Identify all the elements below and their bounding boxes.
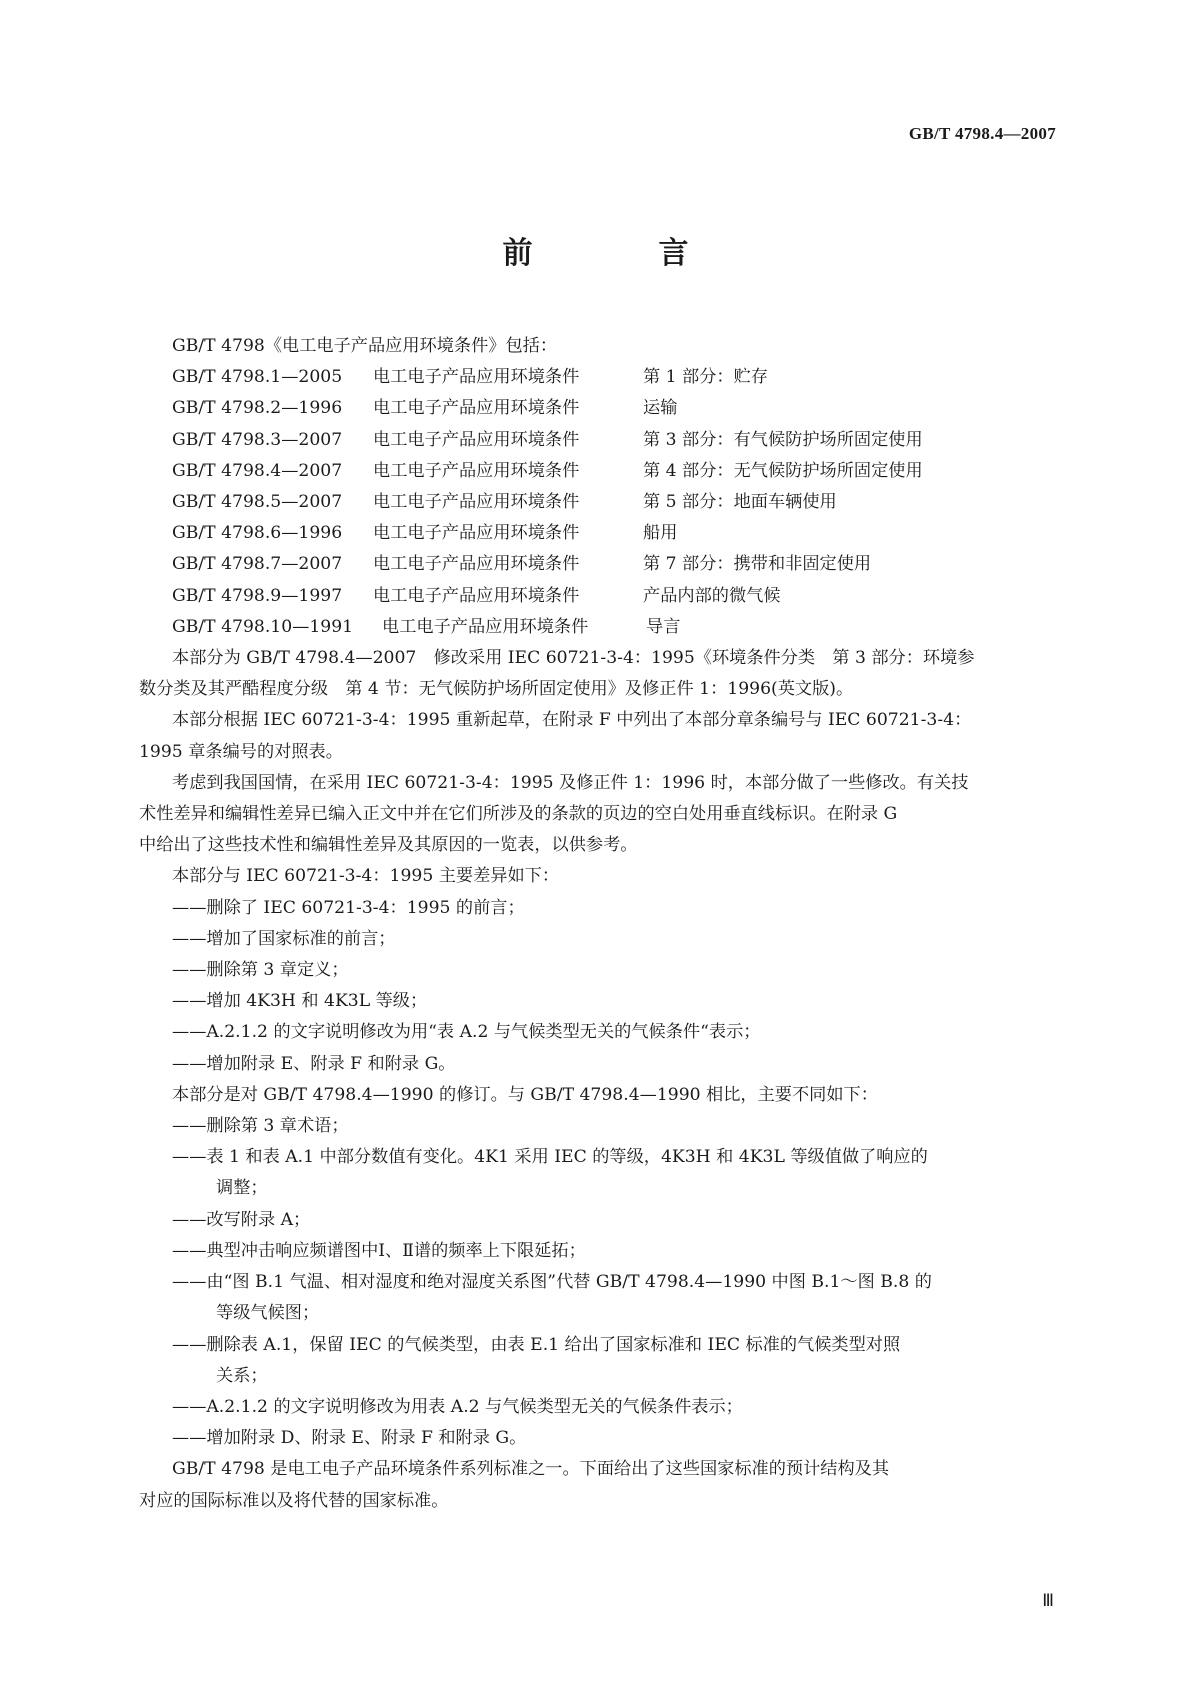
list-item: ——删除第 3 章定义； (172, 960, 349, 981)
standard-name: 电工电子产品应用环境条件 (373, 398, 580, 419)
standard-name: 电工电子产品应用环境条件 (373, 367, 580, 388)
foreword-body (139, 331, 1056, 1517)
standard-part: 导言 (646, 616, 681, 637)
standard-code: GB/T 4798.9—1997 (172, 585, 343, 606)
standard-part: 运输 (643, 398, 678, 419)
standard-row (172, 518, 1056, 549)
standard-name: 电工电子产品应用环境条件 (373, 429, 580, 450)
paragraph-line: GB/T 4798 是电工电子产品环境条件系列标准之一。下面给出了这些国家标准的预计结构及其 (172, 1459, 890, 1480)
revision-intro: 本部分是对 GB/T 4798.4—1990 的修订。与 GB/T 4798.4—1990 相比，主要不同如下： (172, 1084, 878, 1105)
list-item: ——改写附录 A； (172, 1209, 311, 1230)
list-item: ——删除表 A.1，保留 IEC 的气候类型，由表 E.1 给出了国家标准和 IEC 标准的气候类型对照 (172, 1334, 901, 1355)
paragraph-line: 数分类及其严酷程度分级 第 4 节：无气候防护场所固定使用》及修正件 1：1996(英文版)。 (139, 679, 854, 700)
list-item: ——增加附录 D、附录 E、附录 F 和附录 G。 (172, 1428, 527, 1449)
document-code: GB/T 4798.4—2007 (908, 124, 1056, 143)
standard-name: 电工电子产品应用环境条件 (373, 585, 580, 606)
list-item-continuation: 等级气候图； (216, 1303, 320, 1324)
page-title: 前 言 (502, 236, 737, 271)
standard-row (172, 425, 1056, 456)
paragraph-line: 1995 章条编号的对照表。 (139, 741, 343, 762)
paragraph-line: 术性差异和编辑性差异已编入正文中并在它们所涉及的条款的页边的空白处用垂直线标识。在附录 G (139, 804, 898, 825)
standard-code: GB/T 4798.1—2005 (172, 367, 343, 388)
paragraph-line: 本部分根据 IEC 60721-3-4：1995 重新起草，在附录 F 中列出了本部分章条编号与 IEC 60721-3-4： (172, 710, 972, 731)
standard-row (172, 362, 1056, 393)
standard-part: 产品内部的微气候 (643, 585, 781, 606)
standard-row (172, 549, 1056, 580)
standard-name: 电工电子产品应用环境条件 (382, 616, 589, 637)
diff-intro: 本部分与 IEC 60721-3-4：1995 主要差异如下： (172, 866, 560, 887)
standard-name: 电工电子产品应用环境条件 (373, 523, 580, 544)
standard-name: 电工电子产品应用环境条件 (373, 492, 580, 513)
paragraph-line: 对应的国际标准以及将代替的国家标准。 (139, 1490, 449, 1511)
standard-code: GB/T 4798.5—2007 (172, 492, 343, 513)
list-item-continuation: 关系； (216, 1365, 268, 1386)
standard-code: GB/T 4798.2—1996 (172, 398, 343, 419)
standard-row (172, 487, 1056, 518)
standard-name: 电工电子产品应用环境条件 (373, 460, 580, 481)
list-item: ——A.2.1.2 的文字说明修改为用表 A.2 与气候类型无关的气候条件表示； (172, 1396, 743, 1417)
standard-part: 第 3 部分：有气候防护场所固定使用 (643, 429, 923, 450)
standard-part: 第 4 部分：无气候防护场所固定使用 (643, 460, 923, 481)
list-item: ——表 1 和表 A.1 中部分数值有变化。4K1 采用 IEC 的等级，4K3H 和 4K3L 等级值做了响应的 (172, 1147, 928, 1168)
standard-part: 第 7 部分：携带和非固定使用 (643, 554, 872, 575)
standard-row (172, 393, 1056, 424)
list-item: ——由“图 B.1 气温、相对湿度和绝对湿度关系图”代替 GB/T 4798.4—1990 中图 B.1～图 B.8 的 (172, 1272, 932, 1293)
list-item: ——增加了国家标准的前言； (172, 928, 396, 949)
list-item: ——增加附录 E、附录 F 和附录 G。 (172, 1053, 456, 1074)
standard-part: 船用 (643, 523, 678, 544)
list-item: ——删除第 3 章术语； (172, 1116, 349, 1137)
paragraph-line: 中给出了这些技术性和编辑性差异及其原因的一览表，以供参考。 (139, 835, 638, 856)
list-item: ——典型冲击响应频谱图中Ⅰ、Ⅱ谱的频率上下限延拓； (172, 1240, 586, 1261)
standard-code: GB/T 4798.6—1996 (172, 523, 343, 544)
list-item: ——增加 4K3H 和 4K3L 等级； (172, 991, 428, 1012)
standard-code: GB/T 4798.7—2007 (172, 554, 343, 575)
intro-line: GB/T 4798《电工电子产品应用环境条件》包括： (172, 336, 558, 356)
list-item-continuation: 调整； (216, 1178, 268, 1199)
page-number: Ⅲ (1042, 1591, 1054, 1610)
list-item: ——A.2.1.2 的文字说明修改为用“表 A.2 与气候类型无关的气候条件“表示； (172, 1022, 761, 1043)
standard-code: GB/T 4798.10—1991 (172, 616, 354, 637)
standard-row (172, 456, 1056, 487)
standard-part: 第 1 部分：贮存 (643, 367, 768, 388)
standard-row (172, 581, 1056, 612)
standard-name: 电工电子产品应用环境条件 (373, 554, 580, 575)
standard-code: GB/T 4798.3—2007 (172, 429, 343, 450)
standard-row (172, 612, 1056, 643)
standard-code: GB/T 4798.4—2007 (172, 460, 343, 481)
list-item: ——删除了 IEC 60721-3-4：1995 的前言； (172, 897, 525, 918)
standard-part: 第 5 部分：地面车辆使用 (643, 492, 837, 513)
paragraph-line: 本部分为 GB/T 4798.4—2007 修改采用 IEC 60721-3-4：1995《环境条件分类 第 3 部分：环境参 (172, 648, 975, 669)
paragraph-line: 考虑到我国国情，在采用 IEC 60721-3-4：1995 及修正件 1：1996 时，本部分做了一些修改。有关技 (172, 772, 969, 793)
